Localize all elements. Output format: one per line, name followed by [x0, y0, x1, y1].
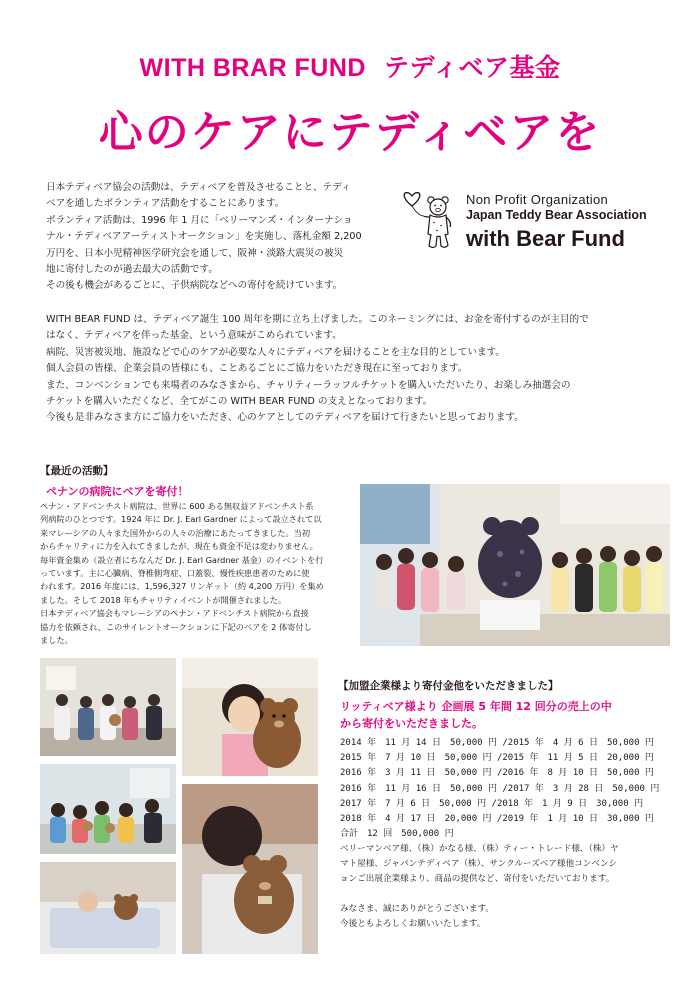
- donation-headline-line: から寄付をいただきました。: [340, 717, 483, 730]
- intro-line: 地に寄付したのが過去最大の活動です。: [46, 264, 218, 276]
- title-en: WITH BRAR FUND: [139, 54, 366, 82]
- penang-line: 協力を依頼され、このサイレントオークションに下記のベアを 2 体寄付し: [40, 621, 312, 632]
- intro-line: その後も機会があるごとに、子供病院などへの寄付を続けています。: [46, 280, 343, 292]
- page-title-en: [0, 48, 700, 84]
- thanks-line: みなさま、誠にありがとうございます。: [340, 904, 495, 914]
- thanks-line: ョンご出展企業様より、商品の提供など、寄付をいただいております。: [340, 874, 615, 884]
- thanks-line: 今後ともよろしくお願いいたします。: [340, 919, 486, 929]
- intro-line: 病院、災害被災地、施設などで心のケアが必要な人々にテディベアを届けることを主な目的としています。: [46, 346, 505, 358]
- intro-line: はなく、テディベアを伴った基金、という意味がこめられています。: [46, 330, 342, 342]
- penang-line: からチャリティに力を入れてきましたが、現在も資金不足は変わりません。: [40, 541, 318, 552]
- donation-headline: [340, 698, 612, 732]
- intro-line: ベアを通したボランティア活動をすることにあります。: [46, 198, 285, 210]
- penang-body-text: [40, 500, 352, 647]
- penang-line: ペナン・アドベンチスト病院は、世界に 600 ある無収益アドベンチスト系: [40, 501, 314, 511]
- photo-child-in-bed: [40, 862, 176, 954]
- donation-row: 2016 年 3 月 11 日 50,000 円 /2016 年 8 月 10 日 50,000 円: [340, 768, 654, 779]
- organization-logo: [400, 186, 662, 256]
- donation-row: 2018 年 4 月 17 日 20,000 円 /2019 年 1 月 10 日 30,000 円: [340, 814, 654, 825]
- penang-line: ました。そして 2018 年もチャリティイベントが開催されました。: [40, 594, 287, 605]
- intro-text-wide: [46, 312, 666, 427]
- photo-hospital-staff: [40, 658, 176, 756]
- penang-headline: ペナンの病院にベアを寄付！: [46, 485, 189, 498]
- donation-total: 合計 12 回 500,000 円: [340, 829, 454, 840]
- penang-line: 列病院のひとつです。1924 年に Dr. J. Earl Gardner によって設立されて以: [40, 514, 322, 525]
- intro-line: 日本テディベア協会の活動は、テディベアを普及させることと、テディ: [46, 182, 351, 193]
- group-photo-with-bear: [360, 484, 670, 646]
- penang-line: 日本テディベア協会もマレーシアのペナン・アドベンチスト病院から直接: [40, 608, 309, 619]
- section-label-recent: 【最近の活動】: [40, 465, 114, 477]
- penang-line: われます。2016 年度には、1,596,327 リンギット（約 4,200 万円）を集め: [40, 581, 324, 592]
- intro-line: 万円を、日本小児精神医学研究会を通して、阪神・淡路大震災の被災: [46, 247, 344, 259]
- intro-line: また、コンベンションでも来場者のみなさまから、チャリティーラッフルチケットを購入いただいたり、お楽しみ抽選会の: [46, 379, 571, 391]
- penang-line: っています。主に心臓病、脊椎側弯症、口蓋裂、慢性疾患患者のために使: [40, 568, 310, 579]
- intro-text-narrow: [46, 180, 386, 295]
- penang-line: 来マレーシアの人々また国外からの人々の治療にあたってきました。当初: [40, 527, 311, 538]
- intro-line: ボランティア活動は、1996 年 1 月に「ベリーマンズ・インターナショ: [46, 214, 353, 226]
- teddy-bear-with-heart-balloon-icon: [400, 186, 462, 254]
- penang-line: ました。: [40, 635, 73, 646]
- photo-child-holding-bear: [182, 784, 318, 954]
- penang-line: 毎年資金集め（設立者にちなんだ Dr. J. Earl Gardner 基金）のイベントを行: [40, 554, 324, 565]
- logo-line-association: Japan Teddy Bear Association: [466, 208, 647, 222]
- donation-thanks-text: [340, 842, 670, 932]
- thanks-line: ベリーマンベア様、（株）かなる様、（株）ティー・トレード様、（株）ヤ: [340, 844, 619, 854]
- title-jp: テディベア基金: [383, 54, 561, 82]
- donation-row: 2015 年 7 月 10 日 50,000 円 /2015 年 11 月 5 日 20,000 円: [340, 753, 654, 764]
- photo-girl-with-teddy: [182, 658, 318, 776]
- logo-line-fund: with Bear Fund: [466, 226, 625, 251]
- intro-line: チケットを購入いただくなど、全てがこの WITH BEAR FUND の支えとなっております。: [46, 396, 433, 408]
- photo-children-with-bears: [40, 764, 176, 854]
- donation-headline-line: リッティベア様より 企画展 5 年間 12 回分の売上の中: [340, 700, 612, 713]
- section-label-donations: 【加盟企業様より寄付金他をいただきました】: [338, 680, 559, 692]
- donation-row: 2014 年 11 月 14 日 50,000 円 /2015 年 4 月 6 日 50,000 円: [340, 738, 654, 748]
- intro-line: ナル・テディベアアーティストオークション」を実施し、落札金額 2,200: [46, 231, 362, 243]
- intro-line: 今後も是非みなさま方にご協力をいただき、心のケアとしてのテディベアを届けて行きたいと思っております。: [46, 412, 524, 424]
- page-subtitle: 心のケアにテディベアを: [98, 107, 602, 158]
- intro-line: 個人会員の皆様、企業会員の皆様にも、ことあるごとにご協力をいただき現在に至っております。: [46, 363, 468, 375]
- donation-list: [340, 736, 680, 842]
- thanks-line: [340, 887, 670, 902]
- intro-line: WITH BEAR FUND は、テディベア誕生 100 周年を期に立ち上げました。このネーミングには、お金を寄付するのが主目的で: [46, 314, 589, 325]
- logo-line-npo: Non Profit Organization: [466, 192, 609, 207]
- donation-row: 2017 年 7 月 6 日 50,000 円 /2018 年 1 月 9 日 30,000 円: [340, 798, 644, 809]
- donation-row: 2016 年 11 月 16 日 50,000 円 /2017 年 3 月 28 日 50,000 円: [340, 783, 660, 794]
- thanks-line: マト屋様、ジャパンテディベア（株）、サンクルーズベア様他コンベンシ: [340, 859, 617, 869]
